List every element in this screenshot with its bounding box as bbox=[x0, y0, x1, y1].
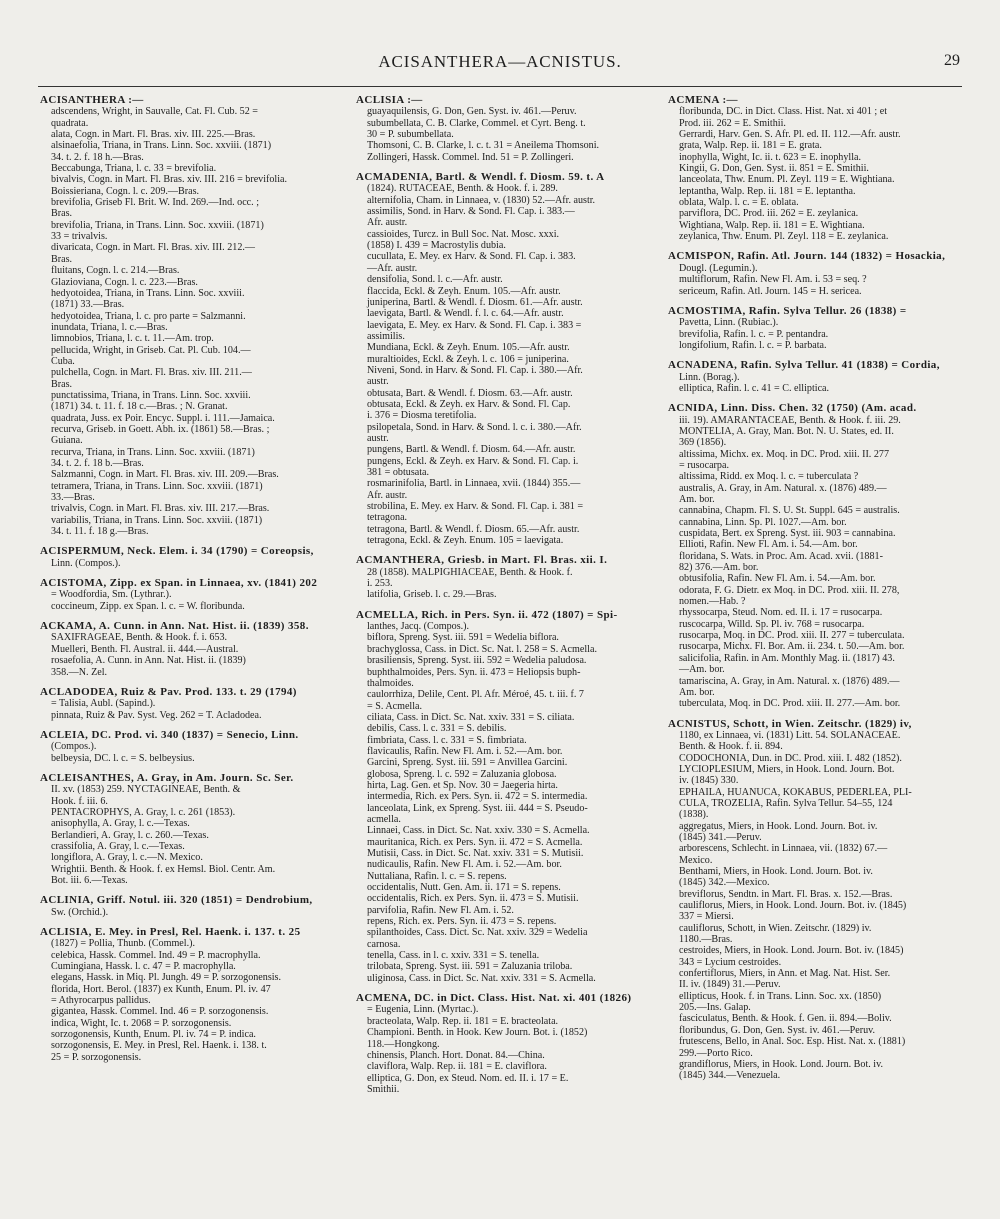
entry-headword-line: ACISTOMA, Zipp. ex Span. in Linnaea, xv. (1841) 202 bbox=[40, 578, 318, 590]
entry-line: tetramera, Triana, in Trans. Linn. Soc. xxviii. (1871) bbox=[51, 480, 263, 492]
running-title: ACISANTHERA—ACNISTUS. bbox=[378, 52, 622, 71]
entry-line: quadrata, Juss. ex Poir. Encyc. Suppl. i. 111.—Jamaica. bbox=[51, 412, 275, 424]
entry-line: indica, Wight, Ic. t. 2068 = P. sorzogonensis. bbox=[51, 1017, 232, 1029]
entry-line: cucullata, E. Mey. ex Harv. & Sond. Fl. Cap. i. 383. bbox=[367, 251, 576, 263]
entry-line: Afr. austr. bbox=[367, 217, 408, 229]
entry-line: spilanthoides, Cass. Dict. Sc. Nat. xxiv. 329 = Wedelia bbox=[367, 927, 588, 939]
entry-line: 34. t. 11. f. 18 g.—Bras. bbox=[51, 526, 149, 538]
entry-line: i. 376 = Diosma teretifolia. bbox=[367, 410, 477, 422]
entry-line: 25 = P. sorzogonensis. bbox=[51, 1051, 142, 1063]
entry-line: 337 = Miersi. bbox=[679, 911, 734, 923]
entry-line: cauliflorus, Miers, in Hook. Lond. Journ. Bot. iv. (1845) bbox=[679, 900, 907, 912]
entry-line: oblata, Walp. l. c. = E. oblata. bbox=[679, 197, 799, 209]
dictionary-entry bbox=[40, 927, 330, 1063]
entry-line: Dougl. (Legumin.). bbox=[679, 262, 758, 274]
entry-line: ruscocarpa, Willd. Sp. Pl. iv. 768 = rusocarpa. bbox=[679, 618, 865, 630]
entry-line: pulchella, Cogn. in Mart. Fl. Bras. xiv. III. 211.— bbox=[51, 367, 252, 379]
entry-line: longiflora, A. Gray, l. c.—N. Mexico. bbox=[51, 852, 203, 864]
dictionary-entry bbox=[356, 172, 646, 546]
entry-line: Bot. iii. 6.—Texas. bbox=[51, 875, 128, 886]
entry-line: brachyglossa, Cass. in Dict. Sc. Nat. l. 258 = S. Acmella. bbox=[367, 643, 597, 655]
dictionary-entry bbox=[40, 621, 330, 678]
dictionary-entry bbox=[40, 730, 330, 764]
entry-line: leptantha, Walp. Rep. ii. 181 = E. leptantha. bbox=[679, 185, 856, 197]
entry-line: LYCIOPLESIUM, Miers, in Hook. Lond. Journ. Bot. bbox=[679, 763, 895, 775]
entry-headword-line: ACLEIA, DC. Prod. vi. 340 (1837) = Senecio, Linn. bbox=[40, 729, 299, 741]
entry-line: thalmoides. bbox=[367, 677, 414, 689]
entry-line: parvifolia, Rafin. New Fl. Am. i. 52. bbox=[367, 904, 514, 916]
entry-line: 34. t. 2. f. 18 b.—Bras. bbox=[51, 458, 144, 469]
entry-line: inundata, Triana, l. c.—Bras. bbox=[51, 321, 168, 333]
entry-line: divaricata, Cogn. in Mart. Fl. Bras. xiv. III. 212.— bbox=[51, 242, 255, 254]
entry-line: chinensis, Planch. Hort. Donat. 84.—China. bbox=[367, 1049, 545, 1061]
header-rule bbox=[38, 86, 962, 87]
entry-line: 343 = Lycium cestroides. bbox=[679, 956, 782, 968]
entry-line: (1871) 34. t. 11. f. 18 c.—Bras. ; N. Granat. bbox=[51, 401, 228, 413]
entry-line: pungens, Bartl. & Wendl. f. Diosm. 64.—Afr. austr. bbox=[367, 444, 576, 456]
entry-line: CODOCHONIA, Dun. in DC. Prod. xiii. I. 482 (1852). bbox=[679, 752, 902, 764]
entry-line: floridana, S. Wats. in Proc. Am. Acad. xvii. (1881- bbox=[679, 550, 883, 562]
entry-line: iii. 19). AMARANTACEAE, Benth. & Hook. f. iii. 29. bbox=[679, 414, 901, 426]
entry-line: Thomsoni, C. B. Clarke, l. c. t. 31 = Aneilema Thomsoni. bbox=[367, 140, 600, 152]
entry-line: floribunda, DC. in Dict. Class. Hist. Nat. xi 401 ; et bbox=[679, 106, 888, 118]
entry-line: Salzmanni, Cogn. in Mart. Fl. Bras. xiv. III. 209.—Bras. bbox=[51, 469, 279, 481]
entry-line: repens, Rich. ex. Pers. Syn. ii. 473 = S. repens. bbox=[367, 916, 557, 928]
entry-line: brevifolia, Griseb Fl. Brit. W. Ind. 269.—Ind. occ. ; bbox=[51, 197, 260, 209]
entry-line: Bras. bbox=[51, 253, 73, 265]
dictionary-entry bbox=[668, 403, 958, 709]
entry-line: flaccida, Eckl. & Zeyh. Enum. 105.—Afr. austr. bbox=[367, 285, 561, 297]
entry-line: fimbriata, Cass. l. c. 331 = S. fimbriata. bbox=[367, 734, 527, 746]
entry-line: (1871) 33.—Bras. bbox=[51, 299, 125, 311]
entry-line: (Compos.). bbox=[51, 741, 97, 753]
entry-line: aggregatus, Miers, in Hook. Lond. Journ. Bot. iv. bbox=[679, 820, 878, 832]
entry-line: florida, Hort. Berol. (1837) ex Kunth, Enum. Pl. iv. 47 bbox=[51, 983, 271, 995]
entry-line: guayaquilensis, G. Don, Gen. Syst. iv. 461.—Peruv. bbox=[367, 106, 577, 118]
entry-headword-line: ACKAMA, A. Cunn. in Ann. Nat. Hist. ii. (1839) 358. bbox=[40, 621, 309, 633]
entry-line: debilis, Cass. l. c. 331 = S. debilis. bbox=[367, 723, 507, 735]
entry-line: (1845) 342.—Mexico. bbox=[679, 877, 770, 889]
entry-line: —Afr. austr. bbox=[367, 262, 418, 274]
entry-line: frutescens, Bello, in Anal. Soc. Esp. Hist. Nat. x. (1881) bbox=[679, 1036, 906, 1048]
entry-line: sericeum, Rafin. Atl. Journ. 145 = H. sericea. bbox=[679, 285, 862, 297]
dictionary-entry bbox=[40, 546, 330, 569]
entry-line: 381 = obtusata. bbox=[367, 467, 430, 478]
entry-line: grata, Walp. Rep. ii. 181 = E. grata. bbox=[679, 140, 822, 152]
entry-headword-line: ACMENA :— bbox=[668, 95, 738, 106]
entry-line: EPHAILA, HUANUCA, KOKABUS, PEDERLEA, PLI- bbox=[679, 786, 912, 798]
entry-line: carnosa. bbox=[367, 938, 401, 950]
entry-line: Linn. (Compos.). bbox=[51, 557, 121, 569]
entry-headword-line: ACLINIA, Griff. Notul. iii. 320 (1851) = Dendrobium, bbox=[40, 895, 313, 907]
entry-line: 1180.—Bras. bbox=[679, 934, 733, 946]
dictionary-entry bbox=[356, 555, 646, 600]
entry-line: obtusata, Eckl. & Zeyh. ex Harv. & Sond. Fl. Cap. bbox=[367, 398, 571, 410]
dictionary-entry bbox=[40, 687, 330, 721]
page-header bbox=[0, 52, 1000, 72]
entry-line: 33 = trivalvis. bbox=[51, 231, 108, 243]
entry-line: cannabina, Linn. Sp. Pl. 1027.—Am. bor. bbox=[679, 516, 847, 528]
entry-line: hirta, Lag. Gen. et Sp. Nov. 30 = Jaegeria hirta. bbox=[367, 779, 558, 791]
entry-line: Benthami, Miers, in Hook. Lond. Journ. Bot. iv. bbox=[679, 866, 873, 877]
entry-line: Garcini, Spreng. Syst. iii. 591 = Anvillea Garcini. bbox=[367, 757, 568, 769]
entry-line: i. 253. bbox=[367, 578, 393, 590]
entry-line: (1824). RUTACEAE, Benth. & Hook. f. i. 289. bbox=[367, 183, 558, 195]
entry-line: rosmarinifolia, Bartl. in Linnaea, xvii. (1844) 355.— bbox=[367, 478, 581, 490]
entry-line: austr. bbox=[367, 432, 389, 444]
entry-headword-line: ACMADENIA, Bartl. & Wendl. f. Diosm. 59. t. A bbox=[356, 172, 605, 184]
entry-line: sorzogonensis, E. Mey. in Presl, Rel. Haenk. i. 138. t. bbox=[51, 1040, 267, 1052]
entry-line: cuspidata, Bert. ex Spreng. Syst. iii. 903 = cannabina. bbox=[679, 528, 896, 540]
entry-line: claviflora, Walp. Rep. ii. 181 = E. claviflora. bbox=[367, 1061, 547, 1073]
entry-line: Smithii. bbox=[367, 1083, 400, 1095]
entry-line: PENTACROPHYS, A. Gray, l. c. 261 (1853). bbox=[51, 806, 236, 818]
entry-line: multiflorum, Rafin. New Fl. Am. i. 53 = seq. ? bbox=[679, 274, 867, 286]
entry-line: Wrightii. Benth. & Hook. f. ex Hemsl. Biol. Centr. Am. bbox=[51, 863, 276, 875]
entry-headword-line: ACLISIA, E. Mey. in Presl, Rel. Haenk. i. 137. t. 25 bbox=[40, 927, 301, 939]
entry-line: MONTELIA, A. Gray, Man. Bot. N. U. States, ed. II. bbox=[679, 425, 894, 437]
entry-line: inophylla, Wight, Ic. ii. t. 623 = E. inophylla. bbox=[679, 151, 862, 163]
entry-headword-line: ACNISTUS, Schott, in Wien. Zeitschr. (1829) iv, bbox=[668, 718, 912, 730]
entry-line: hedyotoidea, Triana, l. c. pro parte = Salzmanni. bbox=[51, 310, 246, 322]
entry-line: tetragona, Eckl. & Zeyh. Enum. 105 = laevigata. bbox=[367, 535, 564, 547]
entry-line: elegans, Hassk. in Miq. Pl. Jungh. 49 = P. sorzogonensis. bbox=[51, 972, 281, 984]
entry-line: 369 (1856). bbox=[679, 437, 727, 449]
entry-line: II. xv. (1853) 259. NYCTAGINEAE, Benth. & bbox=[51, 784, 241, 796]
entry-line: grandiflorus, Miers, in Hook. Lond. Journ. Bot. iv. bbox=[679, 1058, 884, 1070]
entry-line: bracteolata, Walp. Rep. ii. 181 = E. bracteolata. bbox=[367, 1015, 559, 1027]
entry-headword-line: ACMOSTIMA, Rafin. Sylva Tellur. 26 (1838) = bbox=[668, 305, 907, 317]
entry-line: 1180, ex Linnaea, vi. (1831) Litt. 54. SOLANACEAE. bbox=[679, 729, 901, 741]
entry-line: cauliflorus, Schott, in Wien. Zeitschr. (1829) iv. bbox=[679, 922, 872, 934]
entry-line: brevifolia, Rafin. l. c. = P. pentandra. bbox=[679, 328, 829, 340]
dictionary-entry bbox=[356, 95, 646, 163]
entry-headword-line: ACLADODEA, Ruiz & Pav. Prod. 133. t. 29 (1794) bbox=[40, 686, 297, 698]
entry-line: = S. Acmella. bbox=[367, 700, 423, 712]
entry-line: Berlandieri, A. Gray, l. c. 260.—Texas. bbox=[51, 829, 209, 841]
entry-line: Beccabunga, Triana, l. c. 33 = brevifolia. bbox=[51, 163, 217, 175]
entry-line: trivalvis, Cogn. in Mart. Fl. Bras. xiv. III. 217.—Bras. bbox=[51, 503, 270, 515]
entry-line: (1827) = Pollia, Thunb. (Commel.). bbox=[51, 938, 196, 950]
entry-line: assimilis, Sond. in Harv. & Sond. Fl. Cap. i. 383.— bbox=[367, 206, 575, 218]
entry-line: ellipticus, Hook. f. in Trans. Linn. Soc. xx. (1850) bbox=[679, 990, 882, 1002]
entry-line: hedyotoidea, Triana, in Trans. Linn. Soc. xxviii. bbox=[51, 287, 245, 299]
entry-line: = Woodfordia, Sm. (Lythrar.). bbox=[51, 589, 172, 601]
dictionary-entry bbox=[356, 993, 646, 1095]
entry-line: pellucida, Wright, in Griseb. Cat. Pl. Cub. 104.— bbox=[51, 344, 251, 356]
entry-line: acmella. bbox=[367, 813, 401, 825]
entry-line: Cuba. bbox=[51, 355, 75, 367]
dictionary-entry bbox=[40, 895, 330, 918]
entry-line: altissima, Ridd. ex Moq. l. c. = tuberculata ? bbox=[679, 471, 859, 483]
entry-line: Hook. f. iii. 6. bbox=[51, 795, 108, 807]
entry-line: Guiana. bbox=[51, 435, 83, 447]
dictionary-entry bbox=[40, 773, 330, 886]
entry-headword-line: ACNIDA, Linn. Diss. Chen. 32 (1750) (Am. acad. bbox=[668, 403, 917, 415]
entry-line: nomen.—Hab. ? bbox=[679, 596, 746, 608]
entry-line: II. iv. (1849) 31.—Peruv. bbox=[679, 979, 781, 991]
entry-line: Linn. (Borag.). bbox=[679, 371, 740, 383]
entry-line: Mexico. bbox=[679, 854, 713, 866]
entry-line: longifolium, Rafin. l. c. = P. barbata. bbox=[679, 339, 827, 351]
page-number: 29 bbox=[944, 52, 960, 69]
entry-line: Nuttaliana, Rafin. l. c. = S. repens. bbox=[367, 870, 507, 882]
entry-line: austr. bbox=[367, 376, 389, 388]
entry-line: occidentalis, Nutt. Gen. Am. ii. 171 = S. repens. bbox=[367, 882, 561, 894]
entry-line: alsinaefolia, Triana, in Trans. Linn. Soc. xxviii. (1871) bbox=[51, 140, 272, 152]
entry-line: Ellioti, Rafin. New Fl. Am. i. 54.—Am. bor. bbox=[679, 539, 858, 551]
entry-line: parviflora, DC. Prod. iii. 262 = E. zeylanica. bbox=[679, 208, 859, 220]
entry-line: anisophylla, A. Gray, l. c.—Texas. bbox=[51, 818, 190, 830]
dictionary-entry bbox=[668, 95, 958, 242]
entry-line: Kingii, G. Don, Gen. Syst. ii. 851 = E. Smithii. bbox=[679, 163, 869, 175]
entry-line: punctatissima, Triana, in Trans. Linn. Soc. xxviii. bbox=[51, 389, 251, 401]
entry-line: biflora, Spreng. Syst. iii. 591 = Wedelia biflora. bbox=[367, 632, 559, 644]
entry-line: Bras. bbox=[51, 208, 73, 220]
entry-line: tetragona. bbox=[367, 512, 408, 524]
entry-line: laevigata, E. Mey. ex Harv. & Sond. Fl. Cap. i. 383 = bbox=[367, 319, 582, 331]
entry-line: tamariscina, A. Gray, in Am. Natural. x. (1876) 489.— bbox=[679, 675, 900, 687]
entry-line: Sw. (Orchid.). bbox=[51, 906, 109, 918]
entry-line: Am. bor. bbox=[679, 494, 715, 505]
entry-line: intermedia, Rich. ex Pers. Syn. ii. 472 = S. intermedia. bbox=[367, 791, 588, 803]
entry-line: brasiliensis, Spreng. Syst. iii. 592 = Wedelia paludosa. bbox=[367, 655, 587, 667]
entry-line: adscendens, Wright, in Sauvalle, Cat. Fl. Cub. 52 = bbox=[51, 106, 258, 118]
entry-line: laevigata, Bartl. & Wendl. f. l. c. 64.—Afr. austr. bbox=[367, 308, 564, 320]
entry-line: obtusata, Bart. & Wendl. f. Diosm. 63.—Afr. austr. bbox=[367, 387, 573, 399]
dictionary-entry bbox=[668, 360, 958, 394]
entry-line: latifolia, Griseb. l. c. 29.—Bras. bbox=[367, 589, 497, 601]
entry-line: salicifolia, Rafin. in Am. Monthly Mag. ii. (1817) 43. bbox=[679, 652, 895, 664]
entry-line: rhyssocarpa, Steud. Nom. ed. II. i. 17 = rusocarpa. bbox=[679, 607, 883, 619]
entry-headword-line: ACISPERMUM, Neck. Elem. i. 34 (1790) = Coreopsis, bbox=[40, 546, 314, 558]
entry-line: = Eugenia, Linn. (Myrtac.). bbox=[367, 1004, 479, 1016]
entry-line: quadrata. bbox=[51, 117, 89, 129]
entry-line: 299.—Porto Rico. bbox=[679, 1047, 753, 1059]
entry-line: pungens, Eckl. & Zeyh. ex Harv. & Sond. Fl. Cap. i. bbox=[367, 455, 579, 467]
entry-line: densifolia, Sond. l. c.—Afr. austr. bbox=[367, 274, 503, 286]
column-right bbox=[668, 95, 958, 1085]
entry-line: cassioides, Turcz. in Bull Soc. Nat. Mosc. xxxi. bbox=[367, 228, 560, 240]
entry-line: cestroides, Miers, in Hook. Lond. Journ. Bot. iv. (1845) bbox=[679, 945, 904, 957]
entry-line: nudicaulis, Rafin. New Fl. Am. i. 52.—Am. bor. bbox=[367, 859, 562, 871]
entry-line: Muelleri, Benth. Fl. Austral. ii. 444.—Austral. bbox=[51, 643, 239, 655]
entry-line: alternifolia, Cham. in Linnaea, v. (1830) 52.—Afr. austr. bbox=[367, 194, 596, 206]
entry-line: —Am. bor. bbox=[679, 664, 725, 676]
entry-line: iv. (1845) 330. bbox=[679, 775, 739, 787]
entry-line: elliptica, Rafin. l. c. 41 = C. elliptica. bbox=[679, 382, 830, 394]
entry-line: Mundiana, Eckl. & Zeyh. Enum. 105.—Afr. austr. bbox=[367, 342, 570, 354]
entry-line: trilobata, Spreng. Syst. iii. 591 = Zaluzania triloba. bbox=[367, 961, 573, 973]
entry-line: recurva, Triana, in Trans. Linn. Soc. xxviii. (1871) bbox=[51, 446, 255, 458]
entry-headword-line: ACMANTHERA, Griesb. in Mart. Fl. Bras. xii. I. bbox=[356, 555, 608, 567]
entry-line: muraltioides, Eckl. & Zeyh. l. c. 106 = juniperina. bbox=[367, 353, 569, 365]
entry-line: caulorrhiza, Delile, Cent. Pl. Afr. Méroé, 45. t. iii. f. 7 bbox=[367, 689, 584, 701]
entry-line: 33.—Bras. bbox=[51, 492, 95, 504]
entry-line: = Athyrocarpus pallidus. bbox=[51, 995, 151, 1007]
entry-line: tuberculata, Moq. in DC. Prod. xiii. II. 277.—Am. bor. bbox=[679, 698, 901, 710]
entry-line: variabilis, Triana, in Trans. Linn. Soc. xxviii. (1871) bbox=[51, 514, 263, 526]
entry-line: recurva, Griseb. in Goett. Abh. ix. (1861) 58.—Bras. ; bbox=[51, 423, 270, 435]
entry-headword-line: ACMELLA, Rich. in Pers. Syn. ii. 472 (1807) = Spi- bbox=[356, 609, 618, 621]
entry-headword-line: ACISANTHERA :— bbox=[40, 95, 144, 106]
entry-line: confertiflorus, Miers, in Ann. et Mag. Nat. Hist. Ser. bbox=[679, 968, 891, 980]
entry-line: (1858) I. 439 = Macrostylis dubia. bbox=[367, 240, 506, 252]
entry-line: = Talisia, Aubl. (Sapind.). bbox=[51, 698, 156, 710]
entry-line: fluitans, Cogn. l. c. 214.—Bras. bbox=[51, 265, 180, 277]
entry-line: mauritanica, Rich. ex Pers. Syn. ii. 472 = S. Acmella. bbox=[367, 836, 583, 848]
entry-line: flavicaulis, Rafin. New Fl. Am. i. 52.—Am. bor. bbox=[367, 745, 563, 757]
entry-headword-line: ACLEISANTHES, A. Gray, in Am. Journ. Sc. Ser. bbox=[40, 772, 294, 784]
entry-headword-line: ACLISIA :— bbox=[356, 95, 423, 106]
entry-line: strobilina, E. Mey. ex Harv. & Sond. Fl. Cap. i. 381 = bbox=[367, 501, 584, 513]
entry-line: Benth. & Hook. f. ii. 894. bbox=[679, 741, 783, 753]
entry-line: odorata, F. G. Dietr. ex Moq. in DC. Prod. xiii. II. 278, bbox=[679, 584, 900, 596]
dictionary-entry bbox=[668, 251, 958, 296]
entry-line: 30 = P. subumbellata. bbox=[367, 129, 454, 141]
entry-line: buphthalmoides, Pers. Syn. ii. 473 = Heliopsis buph- bbox=[367, 666, 581, 678]
entry-line: Am. bor. bbox=[679, 686, 715, 698]
entry-line: assimilis. bbox=[367, 330, 405, 342]
entry-line: 82) 376.—Am. bor. bbox=[679, 562, 759, 574]
entry-line: pinnata, Ruiz & Pav. Syst. Veg. 262 = T. Acladodea. bbox=[51, 709, 262, 721]
entry-line: tetragona, Bartl. & Wendl. f. Diosm. 65.—Afr. austr. bbox=[367, 523, 580, 535]
entry-line: zeylanica, Thw. Enum. Pl. Zeyl. 118 = E. zeylanica. bbox=[679, 231, 889, 243]
entry-headword-line: ACMENA, DC. in Dict. Class. Hist. Nat. xi. 401 (1826) bbox=[356, 993, 632, 1005]
dictionary-entry bbox=[668, 306, 958, 351]
entry-line: 34. t. 2. f. 18 h.—Bras. bbox=[51, 151, 144, 163]
entry-line: Wightiana, Walp. Rep. ii. 181 = E. Wightiana. bbox=[679, 219, 865, 231]
entry-line: Championi. Benth. in Hook. Kew Journ. Bot. i. (1852) bbox=[367, 1027, 588, 1039]
entry-line: lanceolata, Link, ex Spreng. Syst. iii. 444 = S. Pseudo- bbox=[367, 802, 588, 814]
entry-line: fasciculatus, Benth. & Hook. f. Gen. ii. 894.—Boliv. bbox=[679, 1013, 892, 1025]
entry-line: Boissieriana, Cogn. l. c. 209.—Bras. bbox=[51, 185, 200, 197]
entry-line: altissima, Michx. ex. Moq. in DC. Prod. xiii. II. 277 bbox=[679, 448, 889, 460]
entry-line: limnobios, Triana, l. c. t. 11.—Am. trop. bbox=[51, 333, 214, 345]
entry-line: belbeysia, DC. l. c. = S. belbeysius. bbox=[51, 752, 195, 764]
dictionary-entry bbox=[356, 610, 646, 984]
entry-line: Pavetta, Linn. (Rubiac.). bbox=[679, 317, 779, 329]
entry-line: ciliata, Cass. in Dict. Sc. Nat. xxiv. 331 = S. ciliata. bbox=[367, 711, 575, 723]
entry-line: (1838). bbox=[679, 809, 709, 821]
dictionary-entry bbox=[40, 95, 330, 537]
entry-line: coccineum, Zipp. ex Span. l. c. = W. floribunda. bbox=[51, 600, 245, 612]
entry-line: rusocarpa, Moq. in DC. Prod. xiii. II. 277 = tuberculata. bbox=[679, 630, 905, 642]
entry-line: Linnaei, Cass. in Dict. Sc. Nat. xxiv. 330 = S. Acmella. bbox=[367, 825, 590, 837]
entry-line: floribundus, G. Don, Gen. Syst. iv. 461.—Peruv. bbox=[679, 1024, 876, 1036]
entry-line: obtusifolia, Rafin. New Fl. Am. i. 54.—Am. bor. bbox=[679, 573, 876, 585]
entry-line: breviflorus, Sendtn. in Mart. Fl. Bras. x. 152.—Bras. bbox=[679, 888, 893, 900]
entry-line: arborescens, Schlecht. in Linnaea, vii. (1832) 67.— bbox=[679, 843, 888, 855]
column-middle bbox=[356, 95, 646, 1098]
entry-line: (1845) 344.—Venezuela. bbox=[679, 1070, 781, 1082]
entry-line: brevifolia, Triana, in Trans. Linn. Soc. xxviii. (1871) bbox=[51, 219, 264, 231]
entry-line: juniperina, Bartl. & Wendl. f. Diosm. 61.—Afr. austr. bbox=[367, 296, 583, 308]
entry-line: elliptica, G. Don, ex Steud. Nom. ed. II. i. 17 = E. bbox=[367, 1072, 569, 1084]
entry-line: Zollingeri, Hassk. Commel. Ind. 51 = P. Zollingeri. bbox=[367, 151, 574, 163]
entry-headword-line: ACNADENA, Rafin. Sylva Tellur. 41 (1838) = Cordia, bbox=[668, 360, 940, 372]
entry-line: gigantea, Hassk. Commel. Ind. 46 = P. sorzogonensis. bbox=[51, 1006, 269, 1018]
entry-line: globosa, Spreng. l. c. 592 = Zaluzania globosa. bbox=[367, 768, 557, 780]
entry-line: sorzogonensis, Kunth, Enum. Pl. iv. 74 = P. indica. bbox=[51, 1029, 256, 1041]
dictionary-entry bbox=[668, 719, 958, 1082]
entry-line: lanceolata, Thw. Enum. Pl. Zeyl. 119 = E. Wightiana. bbox=[679, 174, 895, 186]
entry-line: uliginosa, Cass. in Dict. Sc. Nat. xxiv. 331 = S. Acmella. bbox=[367, 972, 596, 984]
entry-line: Glazioviana, Cogn. l. c. 223.—Bras. bbox=[51, 276, 198, 288]
entry-line: Gerrardi, Harv. Gen. S. Afr. Pl. ed. II. 112.—Afr. austr. bbox=[679, 129, 901, 141]
entry-line: Cumingiana, Hassk. l. c. 47 = P. macrophylla. bbox=[51, 961, 236, 973]
entry-line: occidentalis, Rich. ex Pers. Syn. ii. 473 = S. Mutisii. bbox=[367, 893, 579, 905]
dictionary-entry bbox=[40, 578, 330, 612]
entry-line: alata, Cogn. in Mart. Fl. Bras. xiv. III. 225.—Bras. bbox=[51, 129, 256, 141]
entry-line: crassifolia, A. Gray, l. c.—Texas. bbox=[51, 840, 185, 852]
entry-line: SAXIFRAGEAE, Benth. & Hook. f. i. 653. bbox=[51, 632, 228, 644]
entry-line: Prod. iii. 262 = E. Smithii. bbox=[679, 117, 786, 129]
entry-line: australis, A. Gray, in Am. Natural. x. (1876) 489.— bbox=[679, 482, 887, 494]
entry-line: Afr. austr. bbox=[367, 489, 408, 501]
entry-line: cannabina, Chapm. Fl. S. U. St. Suppl. 645 = australis. bbox=[679, 505, 900, 517]
entry-line: 205.—Ins. Galap. bbox=[679, 1002, 751, 1014]
column-left bbox=[40, 95, 330, 1066]
entry-line: 28 (1858). MALPIGHIACEAE, Benth. & Hook. f. bbox=[367, 566, 573, 578]
entry-line: 358.—N. Zel. bbox=[51, 666, 108, 678]
entry-headword-line: ACMISPON, Rafin. Atl. Journ. 144 (1832) = Hosackia, bbox=[668, 251, 946, 263]
entry-line: psilopetala, Sond. in Harv. & Sond. l. c. i. 380.—Afr. bbox=[367, 421, 582, 433]
entry-line: = rusocarpa. bbox=[679, 459, 729, 471]
entry-line: CULA, TROZELIA, Rafin. Sylva Tellur. 54–55, 124 bbox=[679, 797, 893, 809]
entry-line: (1845) 341.—Peruv. bbox=[679, 831, 762, 843]
entry-line: celebica, Hassk. Commel. Ind. 49 = P. macrophylla. bbox=[51, 949, 261, 961]
entry-line: lanthes, Jacq. (Compos.). bbox=[367, 621, 470, 633]
entry-line: rosaefolia, A. Cunn. in Ann. Nat. Hist. ii. (1839) bbox=[51, 655, 246, 667]
entry-line: tenella, Cass. in l. c. xxiv. 331 = S. tenella. bbox=[367, 950, 540, 962]
entry-line: bivalvis, Cogn. in Mart. Fl. Bras. xiv. III. 216 = brevifolia. bbox=[51, 174, 288, 186]
entry-line: rusocarpa, Michx. Fl. Bor. Am. ii. 234. t. 50.—Am. bor. bbox=[679, 641, 905, 653]
entry-line: subumbellata, C. B. Clarke, Commel. et Cyrt. Beng. t. bbox=[367, 117, 586, 129]
entry-line: Bras. bbox=[51, 378, 73, 390]
entry-line: 118.—Hongkong. bbox=[367, 1038, 440, 1050]
entry-line: Mutisii, Cass. in Dict. Sc. Nat. xxiv. 331 = S. Mutisii. bbox=[367, 848, 584, 859]
entry-line: Niveni, Sond. in Harv. & Sond. Fl. Cap. i. 380.—Afr. bbox=[367, 364, 583, 376]
